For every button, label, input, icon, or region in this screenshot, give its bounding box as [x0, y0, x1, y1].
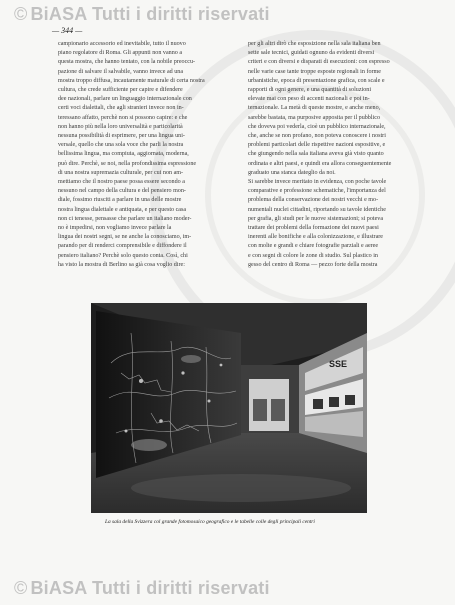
text-line: può dire. Perchè, se noi, nella profondissima espressione [58, 160, 197, 167]
text-line: ha visto la mostra di Berlino sa già cosa voglio dire: [58, 261, 185, 268]
text-line: teressano affatto, perchè non si possono capire: e che [58, 114, 188, 121]
text-line: mostra troppo diffusa, incautamente maturale di certa nostra [58, 77, 205, 84]
text-line: graduato una stanca dateglio da noi. [248, 169, 336, 176]
watermark-bottom [14, 578, 270, 599]
left-text-column [58, 40, 240, 270]
text-line: problema della conservazione dei nostri vecchi e mo- [248, 197, 379, 204]
text-line: rapporti di ogni genere, e una quantità di soluzioni [248, 87, 372, 94]
text-line: piano regolatore di Roma. Gli appunti non vanno a [58, 50, 183, 57]
text-line: numentali nuclei cittadini, riportando su tavole identiche [248, 206, 386, 213]
text-line: urbanistiche, epoca di presentazione grafica, con scale e [248, 77, 385, 84]
text-line: criteri e con diversi e disparati di esecuzioni: con espresso [248, 59, 390, 66]
text-line: di una nostra supremazia culturale, per cui non am- [58, 169, 184, 176]
text-line: gesso del centro di Roma — pezzo forte della mostra [248, 261, 378, 268]
right-text-column [248, 40, 430, 270]
text-line: e con segni di colore le zone di studio. Sul plastico in [248, 252, 378, 259]
text-line: per gli altri dirò che esposizione nella sala italiana ben [248, 41, 381, 47]
text-line: nessuno nel campo della cultura e del pensiero mon- [58, 188, 186, 195]
watermark-text: BiASA Tutti i diritti riservati [30, 578, 270, 598]
text-line: mettiamo che il nostro paese possa essere secondo a [58, 179, 185, 186]
text-line: versale, quello che una sola voce che parli la nostra [58, 142, 184, 149]
text-line: non ci tenesse, pensasse che parlare un italiano moder- [58, 215, 192, 222]
text-line: per grafia, gli studi per le nuove sistemazioni; si poteva [248, 215, 384, 222]
text-line: ternazionale. La metà di queste mostre, e anche meno, [248, 105, 381, 112]
text-line: ordinata e altri paesi, e quindi era allora conseguentemente [248, 160, 392, 167]
copyright-symbol: © [14, 4, 28, 24]
svg-text:SSE: SSE [329, 359, 348, 369]
text-line: Si sarebbe invece meritato in evidenza, con poche tavole [248, 179, 387, 186]
text-line: trattare dei problemi della formazione dei nuovi paesi [248, 225, 379, 232]
photo-caption: La sala della Svizzera col grande fotomosaico geografico e le tabelle colle degli principali centri [105, 519, 315, 525]
text-line: certi voci dialettali, che agli stranieri invece non in- [58, 105, 184, 112]
text-line: no è impedirsi, non vogliamo invece parlare la [58, 225, 172, 232]
copyright-symbol: © [14, 578, 28, 598]
text-line: parando per di renderci comprensibile e diffondere il [58, 243, 187, 250]
text-line: che doveva poi vederla, cioè un pubblico internazionale, [248, 123, 386, 130]
text-line: che giungendo nella sala italiana aveva già visto quanto [248, 151, 384, 158]
text-line: inerenti alle bonifiche e alla colonizzazione, e illustrare [248, 234, 384, 241]
text-line: nessuna possibilità di esprimere, per una lingua uni- [58, 133, 185, 140]
text-line: pazione di salvare il salvabile, vanno invece ad una [58, 68, 184, 75]
text-line: problemi particolari delle rispettive nazioni espositive, e [248, 142, 386, 149]
text-line: bellissima lingua, ma compiuta, aggiornata, moderna, [58, 151, 189, 158]
text-line: elevate mai con peso di accenti nazionali e poi in- [248, 96, 370, 103]
text-line: non hanno più nella loro universalità e particolarità [58, 123, 183, 130]
text-line: campionario accessorio ed inevitabile, tutto il nuovo [58, 41, 186, 47]
text-line: questa mostra, che hanno tentato, con la nobile preoccu- [58, 59, 196, 66]
text-line: pensiero italiano? Perchè solo questo conta. Così, chi [58, 252, 188, 259]
text-line: sarebbe bastata, ma purposive apposita per il pubblico [248, 114, 380, 121]
watermark-top [14, 4, 270, 25]
exhibition-hall-illustration [91, 303, 367, 513]
text-line: cultura, che crede sufficiente per capire e difendere [58, 87, 183, 94]
watermark-text: BiASA Tutti i diritti riservati [30, 4, 270, 24]
text-line: nostra lingua dialettale e antiquata, e per questo casa [58, 206, 187, 213]
page-number: — 344 — [52, 26, 83, 35]
text-line: lingua dei nostri segni, se ne anche la conosciamo, im- [58, 234, 192, 241]
exhibition-hall-photo [91, 303, 367, 513]
text-line: che, anche se non profano, non poteva conoscere i nostri [248, 133, 386, 140]
text-line: sette sale tecnici, guidati ognuno da evidenti diversi [248, 50, 375, 57]
text-line: dee nazionali, parlare un linguaggio internazionale con [58, 96, 192, 103]
text-line: nelle varie case tante troppe esposte regionali in forme [248, 68, 381, 75]
text-line: comparative e professione schematiche, l'importanza del [248, 188, 386, 195]
text-line: diale, fossimo riusciti a parlare in una delle mostre [58, 197, 182, 204]
text-line: con molte e grandi e chiare fotografie parziali e aeree [248, 243, 379, 250]
